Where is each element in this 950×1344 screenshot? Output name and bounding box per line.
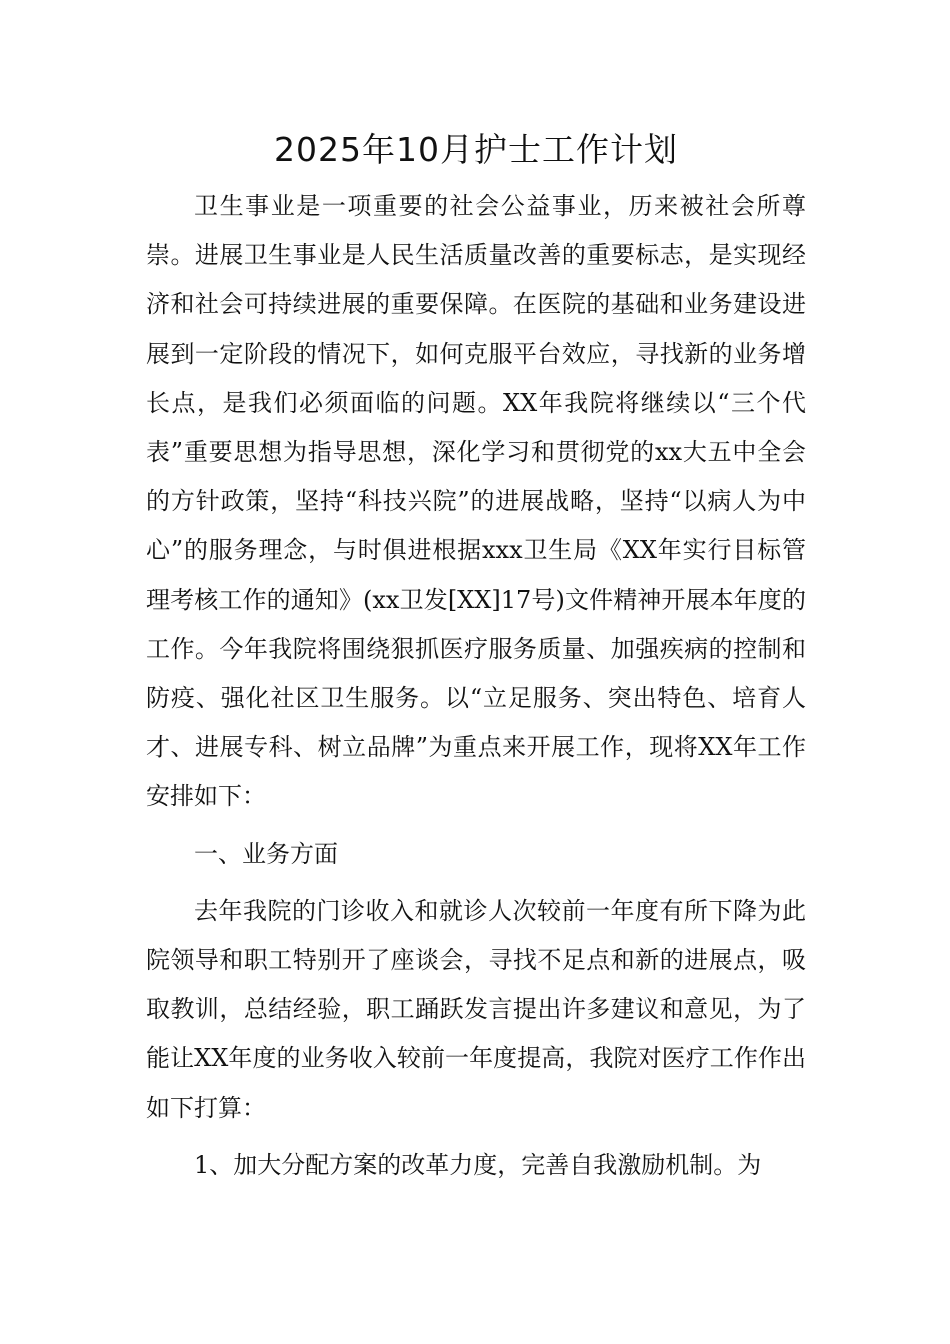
paragraph-gap [146, 822, 806, 830]
section-heading-business: 一、业务方面 [194, 839, 338, 868]
business-paragraph: 去年我院的门诊收入和就诊人次较前一年度有所下降为此院领导和职工特别开了座谈会，寻找不足点和新的进展点，吸取教训，总结经验，职工踊跃发言提出许多建议和意见，为了能让XX年度的业务收入较前一年度提高，我院对医疗工作作出如下打算： [146, 896, 806, 1122]
paragraph-gap [146, 879, 806, 887]
intro-paragraph: 卫生事业是一项重要的社会公益事业，历来被社会所尊崇。进展卫生事业是人民生活质量改善的重要标志，是实现经济和社会可持续进展的重要保障。在医院的基础和业务建设进展到一定阶段的情况下，如何克服平台效应，寻找新的业务增长点，是我们必须面临的问题。XX年我院将继续以“三个代表”重要思想为指导思想，深化学习和贯彻党的xx大五中全会的方针政策，坚持“科技兴院”的进展战略，坚持“以病人为中心”的服务理念，与时俱进根据xxx卫生局《XX年实行目标管理考核工作的通知》(xx卫发[XX]17号)文件精神开展本年度的工作。今年我院将围绕狠抓医疗服务质量、加强疾病的控制和防疫、强化社区卫生服务。以“立足服务、突出特色、培育人才、进展专科、树立品牌”为重点来开展工作，现将XX年工作安排如下： [146, 192, 806, 811]
document-title: 2025年10月护士工作计划 [274, 130, 678, 169]
paragraph-gap [146, 1133, 806, 1141]
list-item-1: 1、加大分配方案的改革力度，完善自我激励机制。为 [194, 1150, 762, 1179]
document-page [146, 128, 806, 1190]
